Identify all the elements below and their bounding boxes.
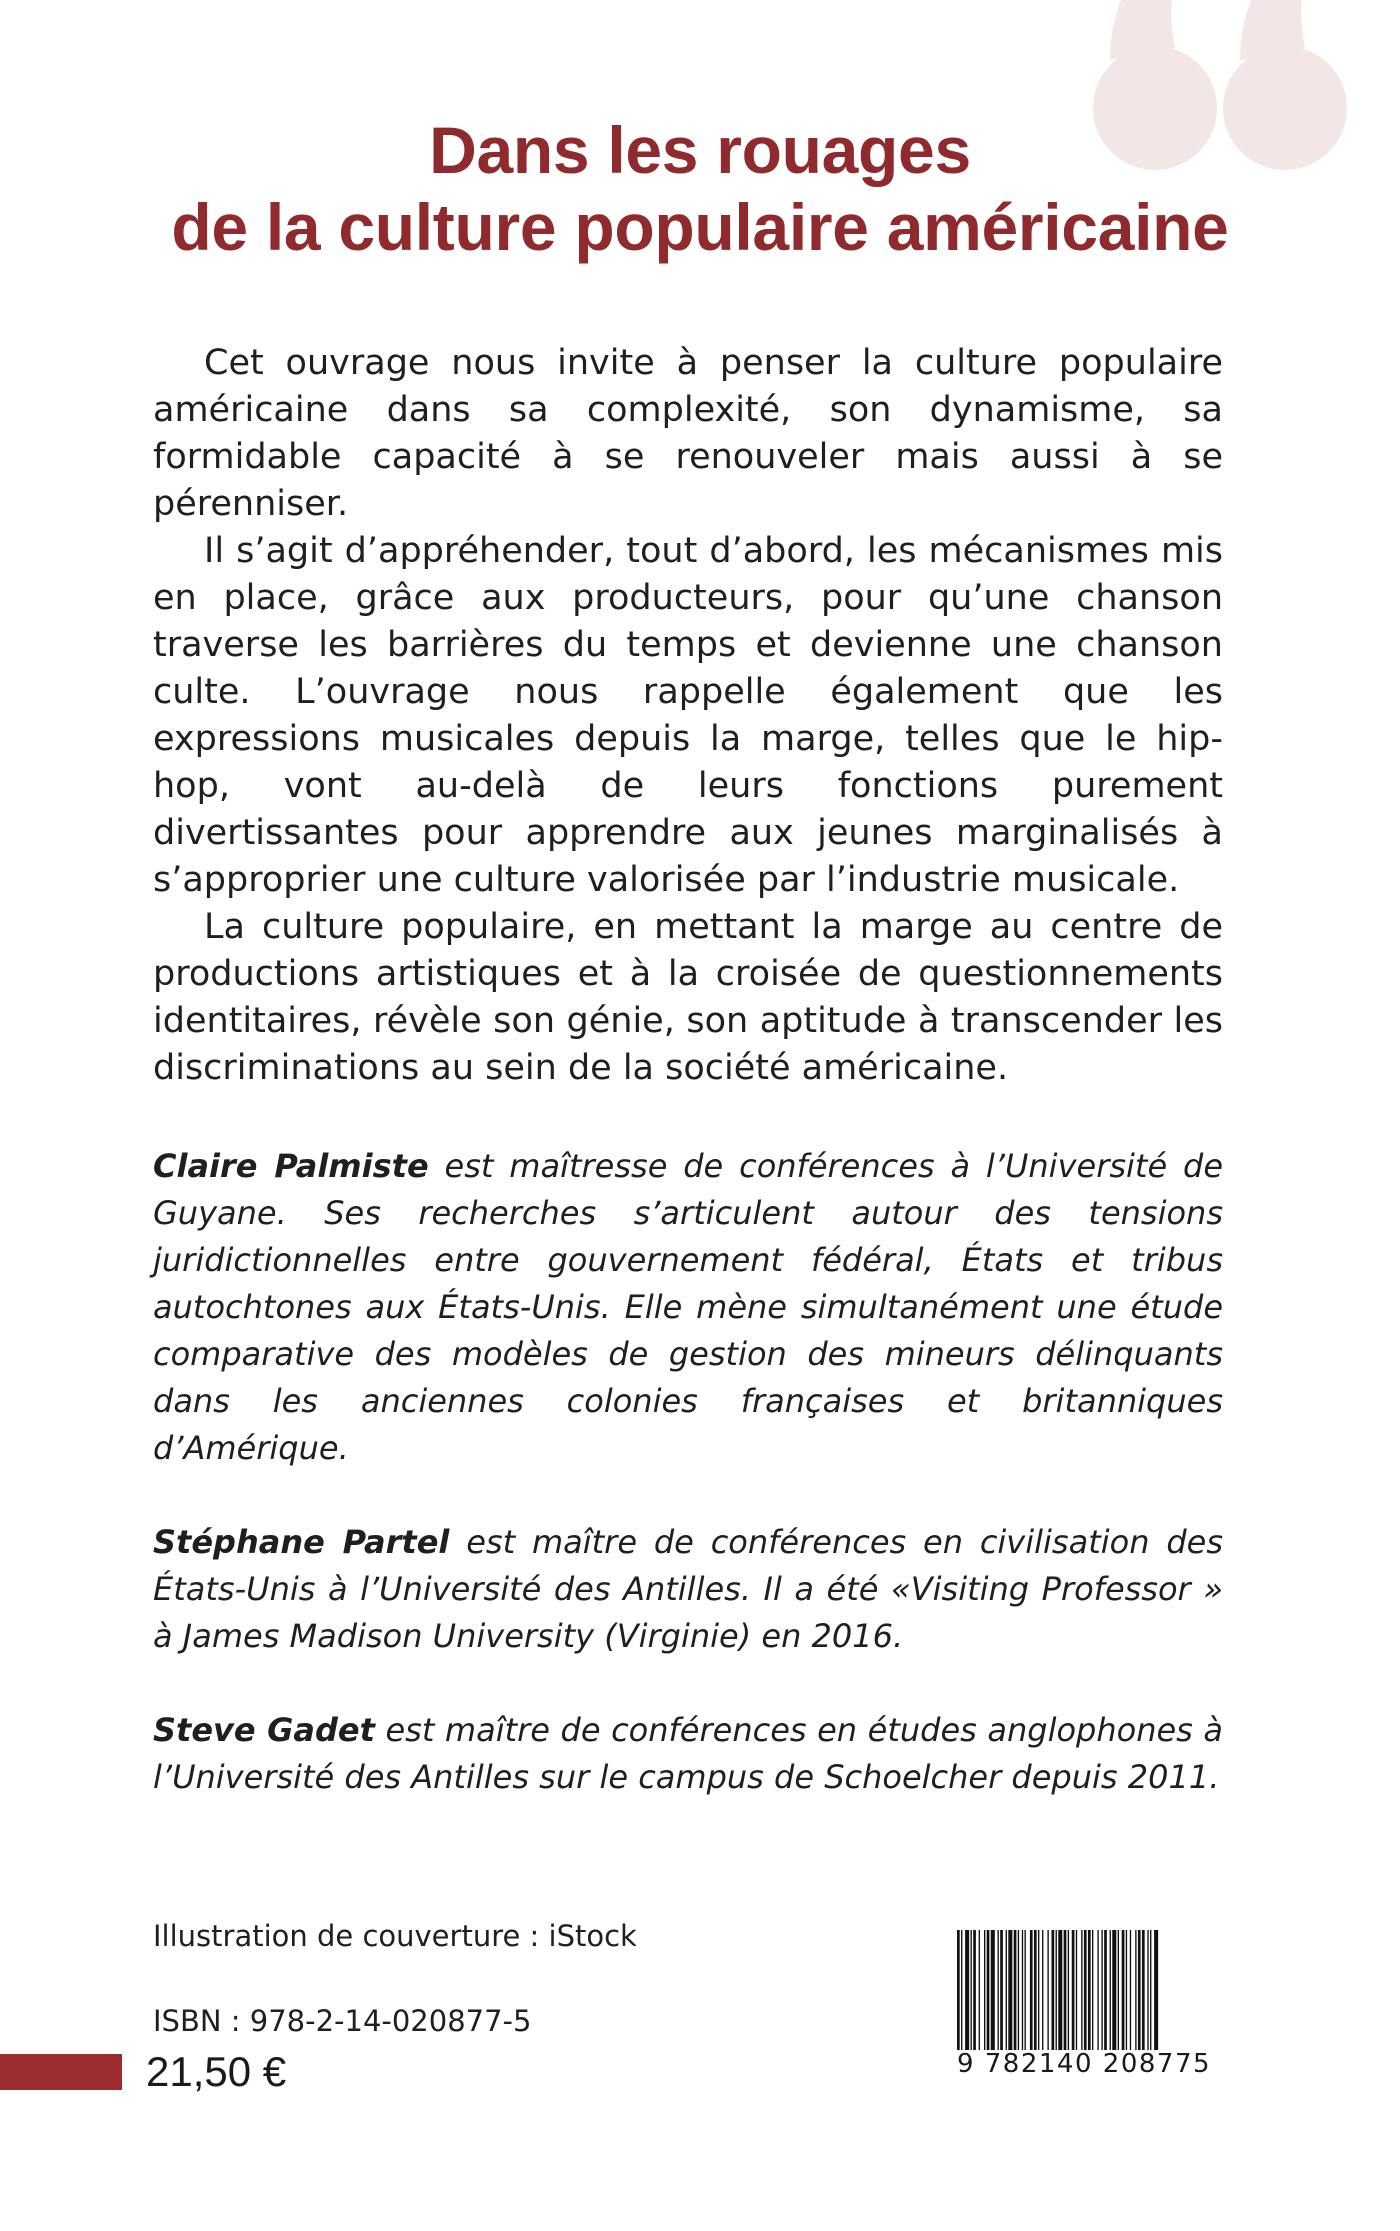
barcode-bar xyxy=(965,1930,969,2050)
barcode-bar xyxy=(1104,1930,1107,2050)
barcode-bar xyxy=(1135,1930,1136,2050)
barcode-bar xyxy=(971,1930,972,2050)
barcode-bar xyxy=(1084,1930,1087,2050)
barcode-bar xyxy=(1052,1930,1055,2050)
barcode-bar xyxy=(998,1930,999,2050)
barcode-bar xyxy=(1038,1930,1039,2050)
barcode-digits: 9 782140 208775 xyxy=(956,2049,1212,2079)
barcode-bar xyxy=(991,1930,995,2050)
barcode-bar xyxy=(1126,1930,1127,2050)
price-accent-bar xyxy=(0,2054,122,2090)
barcode-bar xyxy=(1081,1930,1082,2050)
barcode-bar xyxy=(1101,1930,1102,2050)
summary-paragraph: Cet ouvrage nous invite à penser la culture populaire américaine dans sa complexité, son dynamisme, sa formidable capacité à se renouveler mais aussi à se pérenniser. xyxy=(153,343,1223,524)
barcode-bar xyxy=(1042,1930,1043,2050)
author-name: Steve Gadet xyxy=(153,1711,375,1749)
barcode-bar xyxy=(1092,1930,1093,2050)
barcode-bar xyxy=(1014,1930,1017,2050)
book-title-line-1: Dans les rouages xyxy=(429,113,971,187)
barcode-bar xyxy=(984,1930,985,2050)
barcode-bar xyxy=(1025,1930,1026,2050)
summary-paragraph: La culture populaire, en mettant la marge au centre de productions artistiques et à la croisée de questionnements identitaires, révèle son génie, son aptitude à transcender les discriminations au sein de la société américaine. xyxy=(153,907,1223,1088)
book-title-line-2: de la culture populaire américaine xyxy=(171,190,1229,264)
barcode-bar xyxy=(1022,1930,1023,2050)
author-name: Claire Palmiste xyxy=(153,1147,429,1185)
barcode-bar xyxy=(1154,1930,1158,2050)
author-bios xyxy=(153,1143,1223,1848)
barcode-bar xyxy=(1072,1930,1075,2050)
barcode-bar xyxy=(1118,1930,1119,2050)
author-bio xyxy=(153,1707,1223,1801)
barcode-bar xyxy=(1147,1930,1148,2050)
author-bio xyxy=(153,1143,1223,1472)
isbn: ISBN : 978-2-14-020877-5 xyxy=(153,2004,532,2038)
barcode-bar xyxy=(1150,1930,1151,2050)
barcode-bar xyxy=(1130,1930,1131,2050)
author-bio xyxy=(153,1519,1223,1660)
barcode-bar xyxy=(1088,1930,1091,2050)
summary-paragraph: Il s’agit d’appréhender, tout d’abord, les mécanismes mis en place, grâce aux producteurs, pour qu’une chanson traverse les barrières du temps et devienne une chanson culte. L’ouvrage nous rappelle également que les expressions musicales depuis la marge, telles que le hip-hop, vont au-delà de leurs fonctions purement divertissantes pour apprendre aux jeunes marginalisés à s’approprier une culture valorisée par l’industrie musicale. xyxy=(153,531,1223,900)
barcode-bar xyxy=(1008,1930,1012,2050)
barcode-bar xyxy=(1047,1930,1048,2050)
barcode-bar xyxy=(957,1930,960,2050)
barcode-bar xyxy=(1068,1930,1069,2050)
barcode xyxy=(953,1930,1215,2088)
author-bio-text: est maître de conférences en études anglophones à l’Université des Antilles sur le campus de Schoelcher depuis 2011. xyxy=(153,1711,1224,1796)
cover-illustration-credit: Illustration de couverture : iStock xyxy=(153,1919,637,1953)
barcode-bar xyxy=(1030,1930,1033,2050)
barcode-bar xyxy=(1018,1930,1019,2050)
barcode-bar xyxy=(1110,1930,1111,2050)
barcode-bar xyxy=(1097,1930,1098,2050)
barcode-bar xyxy=(961,1930,962,2050)
barcode-bar xyxy=(1000,1930,1003,2050)
barcode-bar xyxy=(1076,1930,1077,2050)
barcode-bar xyxy=(1056,1930,1057,2050)
barcode-bar xyxy=(1112,1930,1116,2050)
price: 21,50 € xyxy=(146,2048,287,2095)
barcode-bar xyxy=(1006,1930,1007,2050)
book-title xyxy=(0,112,1400,266)
barcode-bar xyxy=(1122,1930,1125,2050)
barcode-bar xyxy=(1138,1930,1141,2050)
barcode-bar xyxy=(973,1930,976,2050)
barcode-bar xyxy=(987,1930,990,2050)
barcode-icon xyxy=(953,1930,1215,2050)
barcode-bar xyxy=(1064,1930,1067,2050)
author-bio-text: est maître de conférences en civilisation des États-Unis à l’Université des Antilles. Il a été «Visiting Professor » à James Madison University (Virginie) en 2016. xyxy=(153,1523,1224,1655)
author-name: Stéphane Partel xyxy=(153,1523,450,1561)
author-bio-text: est maîtresse de conférences à l’Université de Guyane. Ses recherches s’articulent autour des tensions juridictionnelles entre gouvernement fédéral, États et tribus autochtones aux États-Unis. Elle mène simultanément une étude comparative des modèles de gestion des mineurs délinquants dans les anciennes colonies françaises et britanniques d’Amérique. xyxy=(153,1147,1223,1467)
barcode-bar xyxy=(1142,1930,1145,2050)
barcode-bar xyxy=(979,1930,980,2050)
barcode-bar xyxy=(1034,1930,1037,2050)
book-summary xyxy=(153,340,1223,1092)
barcode-bar xyxy=(1058,1930,1062,2050)
